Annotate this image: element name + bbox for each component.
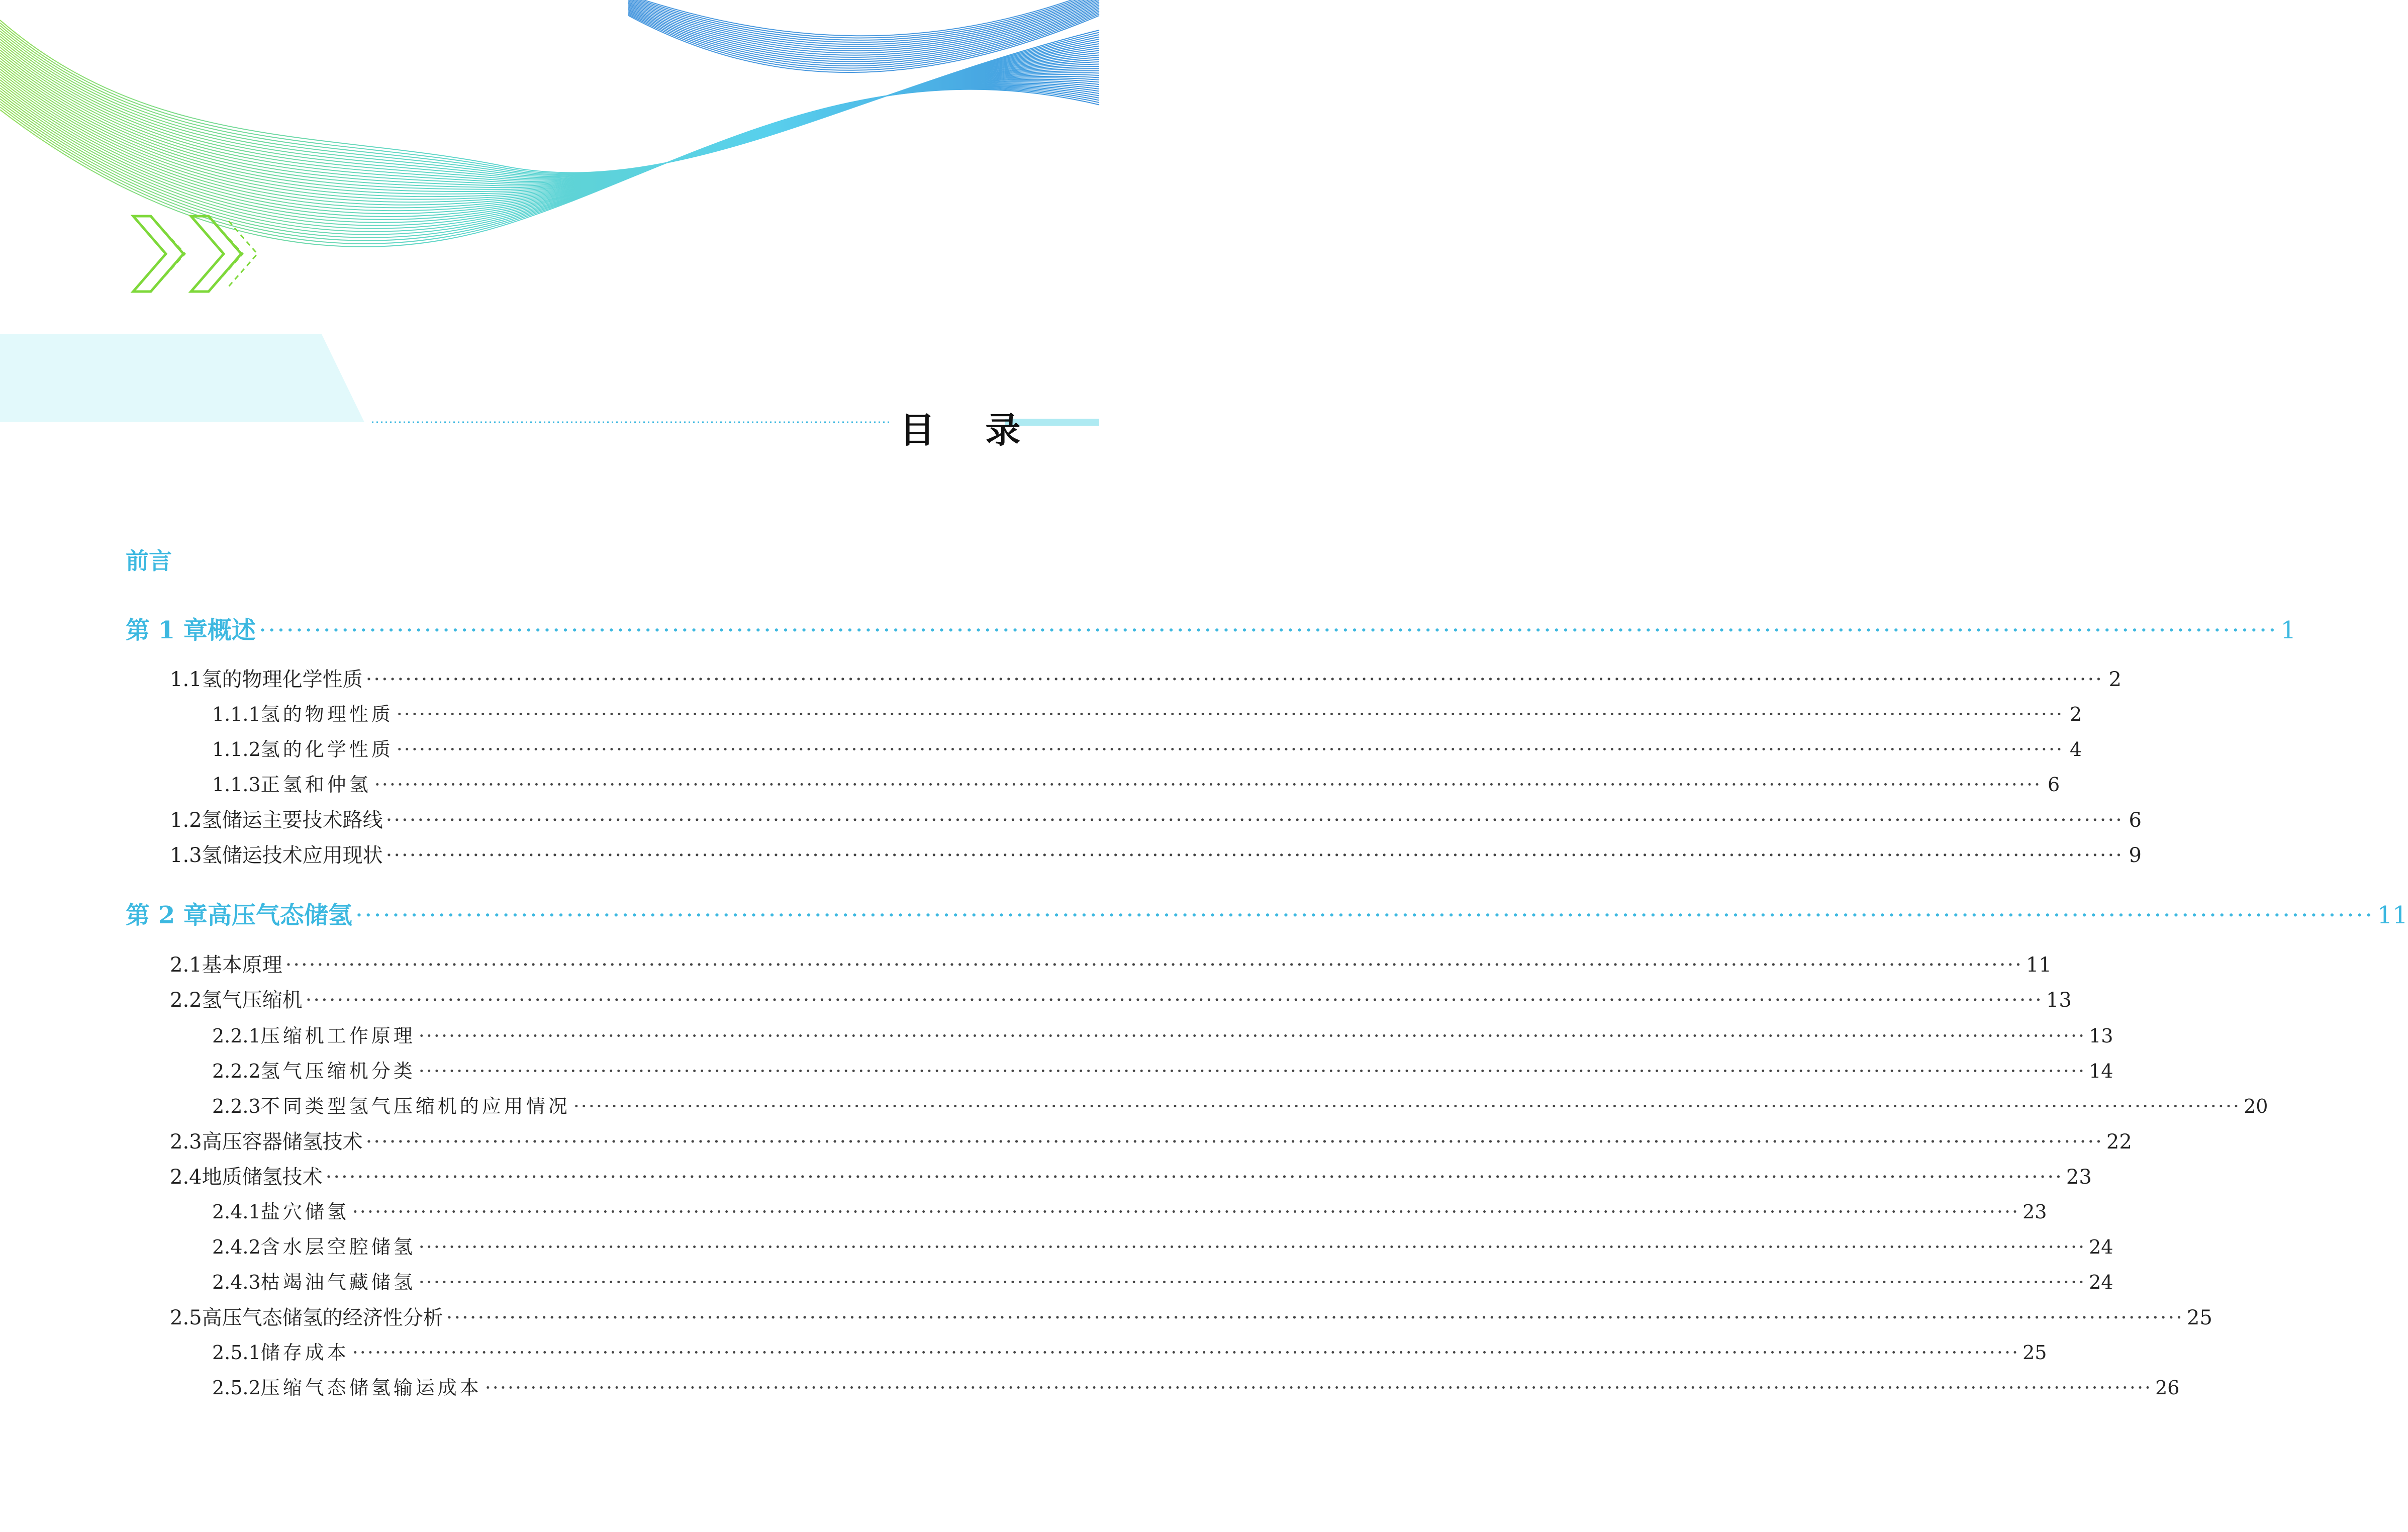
- toc-entry-number: 第 1 章: [126, 616, 208, 644]
- page-title: 目 录: [900, 410, 1040, 451]
- toc-entry[interactable]: [170, 804, 2142, 833]
- toc-entry-number: 第 2 章: [126, 901, 208, 929]
- toc-entry-title: 氢的物理性质: [260, 703, 394, 725]
- toc-leader-dots: ····························································································································································································································: [386, 809, 2124, 832]
- toc-entry-number: 2.4: [170, 1166, 202, 1189]
- toc-entry-page: 4: [2069, 738, 2082, 760]
- toc-leader-dots: ····························································································································································································································: [352, 1342, 2020, 1364]
- toc-entry-number: 2.3: [170, 1130, 202, 1154]
- toc-entry-number: 2.4.2: [212, 1236, 261, 1258]
- toc-entry[interactable]: [170, 1126, 2132, 1155]
- toc-entry-page: 14: [2089, 1060, 2113, 1082]
- toc-entry-number: 2.5: [170, 1306, 202, 1329]
- toc-entry[interactable]: [212, 1020, 2113, 1048]
- toc-entry-page: 23: [2022, 1201, 2047, 1223]
- toc-entry-page: 2: [2069, 703, 2082, 725]
- toc-leader-dots: ····························································································································································································································: [485, 1377, 2153, 1399]
- toc-entry-page: 9: [2129, 844, 2142, 867]
- toc-entry-page: 6: [2129, 809, 2142, 832]
- toc-entry-page: 23: [2066, 1166, 2092, 1189]
- toc-entry-number: 2.5.1: [212, 1342, 261, 1364]
- toc-entry-number: 2.1: [170, 953, 202, 977]
- toc-entry-number: 2.2.2: [212, 1060, 261, 1082]
- toc-entry-title: 正氢和仲氢: [260, 774, 371, 796]
- toc-entry[interactable]: [126, 896, 2408, 930]
- toc-leader-dots: ····························································································································································································································: [446, 1306, 2184, 1329]
- toc-leader-dots: ····························································································································································································································: [396, 703, 2064, 725]
- toc-entry-title: 概述: [207, 616, 256, 644]
- toc-leader-dots: ····························································································································································································································: [285, 953, 2023, 977]
- toc-entry[interactable]: [170, 1302, 2212, 1330]
- toc-entry-title: 高压气态储氢: [207, 901, 352, 929]
- toc-entry-page: 24: [2089, 1236, 2113, 1258]
- toc-entry-number: 1.1.3: [212, 774, 261, 796]
- toc-entry[interactable]: [170, 663, 2122, 692]
- toc-entry[interactable]: [170, 949, 2052, 978]
- toc-entry-title: 地质储氢技术: [202, 1166, 323, 1189]
- toc-entry-page: 25: [2022, 1342, 2047, 1364]
- toc-entry-number: 1.2: [170, 809, 202, 832]
- toc-entry-page: 11: [2377, 901, 2408, 929]
- toc-entry-title: 氢的物理化学性质: [202, 668, 363, 691]
- preface-heading: 前言: [126, 547, 172, 574]
- toc-entry-title: 压缩机工作原理: [260, 1025, 416, 1047]
- toc-entry[interactable]: [170, 839, 2142, 868]
- toc-entry-page: 13: [2089, 1025, 2113, 1047]
- toc-entry-title: 含水层空腔储氢: [260, 1236, 416, 1258]
- toc-entry-page: 26: [2155, 1377, 2180, 1399]
- toc-leader-dots: ····························································································································································································································: [305, 989, 2043, 1012]
- toc-entry[interactable]: [212, 1231, 2113, 1259]
- toc-leader-dots: ····························································································································································································································: [418, 1271, 2086, 1293]
- toc-entry-title: 氢气压缩机: [202, 989, 303, 1012]
- toc-entry-title: 氢气压缩机分类: [260, 1060, 416, 1082]
- toc-entry-title: 基本原理: [202, 953, 282, 977]
- toc-entry-page: 25: [2186, 1306, 2212, 1329]
- toc-entry-page: 13: [2046, 989, 2072, 1012]
- toc-entry[interactable]: [212, 699, 2082, 726]
- toc-entry-title: 氢储运主要技术路线: [202, 809, 383, 832]
- toc-entry-title: 不同类型氢气压缩机的应用情况: [260, 1095, 570, 1117]
- toc-entry[interactable]: [212, 1337, 2047, 1365]
- toc-entry-number: 1.1: [170, 668, 202, 691]
- toc-entry-number: 2.4.1: [212, 1201, 261, 1223]
- toc-entry-title: 枯竭油气藏储氢: [260, 1271, 416, 1293]
- toc-entry-number: 2.4.3: [212, 1271, 261, 1293]
- toc-leader-dots: ····························································································································································································································: [258, 616, 2278, 644]
- toc-leader-dots: ····························································································································································································································: [418, 1025, 2086, 1047]
- toc-entry-page: 2: [2108, 668, 2122, 691]
- toc-entry[interactable]: [212, 1196, 2047, 1224]
- toc-entry-title: 储存成本: [260, 1342, 349, 1364]
- toc-entry[interactable]: [212, 769, 2060, 797]
- toc-leader-dots: ····························································································································································································································: [374, 774, 2042, 796]
- toc-entry-page: 24: [2089, 1271, 2113, 1293]
- toc-leader-dots: ····························································································································································································································: [352, 1201, 2020, 1223]
- toc-leader-dots: ····························································································································································································································: [386, 844, 2124, 867]
- toc-entry[interactable]: [212, 1091, 2268, 1118]
- toc-entry[interactable]: [170, 984, 2072, 1013]
- toc-entry-page: 6: [2047, 774, 2060, 796]
- toc-leader-dots: ····························································································································································································································: [355, 901, 2374, 929]
- toc-entry-number: 2.2: [170, 989, 202, 1012]
- toc-entry-number: 2.2.3: [212, 1095, 261, 1117]
- toc-entry[interactable]: [212, 1372, 2180, 1400]
- toc-entry-number: 1.1.2: [212, 738, 261, 760]
- toc-entry-page: 11: [2026, 953, 2052, 977]
- toc-entry-title: 氢储运技术应用现状: [202, 844, 383, 867]
- toc-entry-number: 2.5.2: [212, 1377, 261, 1399]
- toc-entry[interactable]: [212, 1267, 2113, 1294]
- toc-leader-dots: ····························································································································································································································: [418, 1236, 2086, 1258]
- toc-entry[interactable]: [212, 734, 2082, 761]
- toc-entry-title: 氢的化学性质: [260, 738, 394, 760]
- toc-entry-page: 1: [2280, 616, 2296, 644]
- toc-entry-title: 压缩气态储氢输运成本: [260, 1377, 482, 1399]
- toc-entry-page: 20: [2244, 1095, 2268, 1117]
- toc-entry-number: 1.1.1: [212, 703, 261, 725]
- toc-entry-number: 1.3: [170, 844, 202, 867]
- toc-leader-dots: ····························································································································································································································: [418, 1060, 2086, 1082]
- toc-leader-dots: ····························································································································································································································: [365, 1130, 2103, 1154]
- toc-entry-title: 高压容器储氢技术: [202, 1130, 363, 1154]
- toc-leader-dots: ····························································································································································································································: [396, 738, 2064, 760]
- toc-entry[interactable]: [126, 611, 2296, 645]
- toc-leader-dots: ····························································································································································································································: [573, 1095, 2241, 1117]
- toc-entry-number: 2.2.1: [212, 1025, 261, 1047]
- toc-entry-page: 22: [2106, 1130, 2132, 1154]
- toc-entry-title: 高压气态储氢的经济性分析: [202, 1306, 443, 1329]
- toc-leader-dots: ····························································································································································································································: [325, 1166, 2063, 1189]
- toc-leader-dots: ····························································································································································································································: [365, 668, 2103, 691]
- toc-entry[interactable]: [170, 1161, 2092, 1190]
- toc-entry-title: 盐穴储氢: [260, 1201, 349, 1223]
- toc-entry[interactable]: [212, 1056, 2113, 1083]
